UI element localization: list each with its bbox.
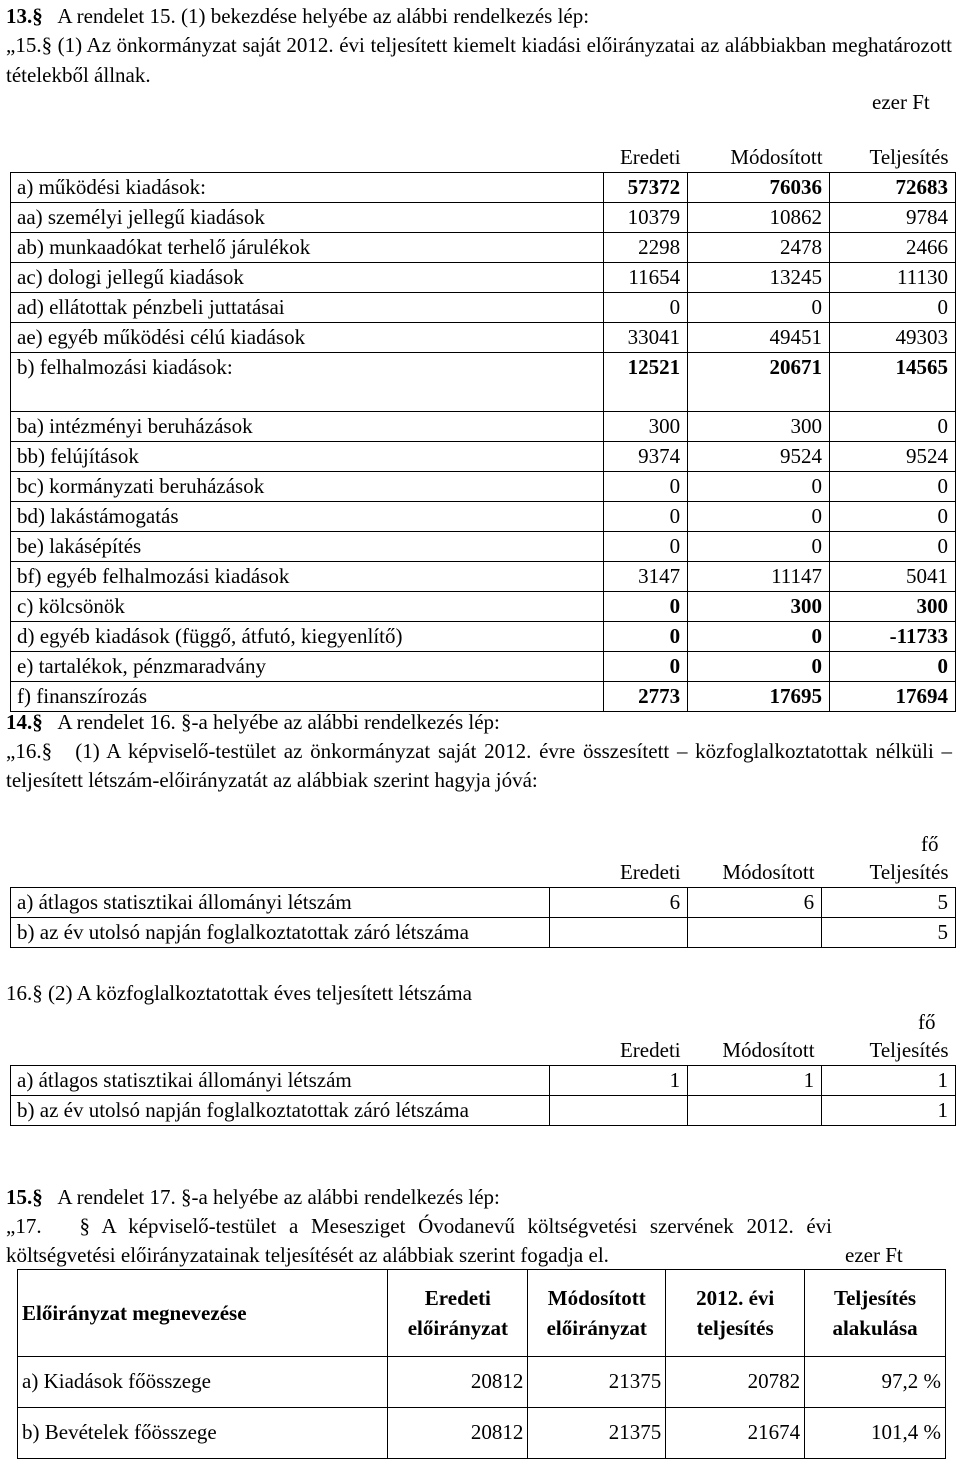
row-value: 0: [688, 502, 830, 532]
row-value: 97,2 %: [805, 1357, 946, 1408]
row-value: 33041: [604, 323, 688, 353]
row-value: 10862: [688, 203, 830, 233]
row-label: b) az év utolsó napján foglalkoztatottak záró létszáma: [11, 918, 550, 948]
row-value: 1: [822, 1066, 956, 1096]
headcount-table: [10, 858, 956, 948]
section-14-sub: [6, 979, 952, 1008]
row-value: 3147: [604, 562, 688, 592]
col-header: Teljesítés: [869, 860, 949, 884]
section-number: 14.§: [6, 710, 43, 734]
row-value: 13245: [688, 263, 830, 293]
row-label: a) átlagos statisztikai állományi létszám: [11, 888, 550, 918]
col-header: Eredeti: [619, 145, 681, 169]
section-number: 13.§: [6, 4, 43, 28]
table-header: [18, 1270, 946, 1357]
table-row: [11, 263, 956, 293]
row-value: 0: [688, 622, 830, 652]
table-row: [11, 622, 956, 652]
table-row: [11, 888, 956, 918]
row-value: 21375: [528, 1408, 666, 1459]
table-row: [18, 1357, 946, 1408]
row-value: 5: [822, 918, 956, 948]
row-value: 9374: [604, 442, 688, 472]
unit-label: ezer Ft: [845, 1243, 903, 1267]
row-label: a) átlagos statisztikai állományi létszám: [11, 1066, 550, 1096]
col-header: Módosított: [722, 1038, 815, 1062]
table-row: [11, 1096, 956, 1126]
table-row: [11, 472, 956, 502]
row-value: 0: [830, 502, 956, 532]
table-row: [11, 442, 956, 472]
row-value: 17695: [688, 682, 830, 712]
row-value: 0: [688, 472, 830, 502]
unit-label: fő: [921, 832, 939, 856]
row-value: 0: [604, 472, 688, 502]
table-header: [11, 858, 956, 888]
section-14-text: „16.§ (1) A képviselő-testület az önkormányzat saját 2012. évre összesített – közfoglalkoztatottak nélküli – teljesített létszám-előirányzatát az alábbiak szerint hagyja jóvá:: [6, 739, 953, 793]
row-label: aa) személyi jellegű kiadások: [11, 203, 604, 233]
row-label: e) tartalékok, pénzmaradvány: [11, 652, 604, 682]
row-value: 0: [688, 652, 830, 682]
row-value: 2466: [830, 233, 956, 263]
col-header: Eredeti: [619, 1038, 681, 1062]
section-15-text: „17. § A képviselő-testület a Mesesziget Óvodanevű költségvetési szervének 2012. évi költségvetési előirányzatainak teljesítését az alábbiak szerint fogadja el.: [6, 1214, 833, 1268]
row-value: [688, 918, 822, 948]
row-value: [550, 918, 688, 948]
row-value: 72683: [830, 173, 956, 203]
row-label: bb) felújítások: [11, 442, 604, 472]
table-row: [11, 323, 956, 353]
row-value: 21674: [666, 1408, 805, 1459]
row-value: 76036: [688, 173, 830, 203]
table-row: [11, 918, 956, 948]
row-value: 14565: [830, 353, 956, 412]
row-value: 49303: [830, 323, 956, 353]
table-row: [11, 293, 956, 323]
row-value: 1: [550, 1066, 688, 1096]
row-value: 9524: [830, 442, 956, 472]
row-value: 0: [830, 412, 956, 442]
table-row: [11, 562, 956, 592]
row-value: 20812: [388, 1408, 528, 1459]
sub-heading: 16.§ (2) A közfoglalkoztatottak éves teljesített létszáma: [6, 981, 472, 1005]
section-14-heading: [6, 708, 952, 737]
section-13: [6, 2, 952, 90]
row-value: [550, 1096, 688, 1126]
col-header: Teljesítés: [869, 1038, 949, 1062]
col-header: Teljesítés alakulása: [805, 1270, 946, 1357]
row-value: 0: [604, 293, 688, 323]
row-value: 0: [830, 532, 956, 562]
row-label: b) felhalmozási kiadások:: [11, 353, 604, 412]
row-value: 2298: [604, 233, 688, 263]
row-value: 2773: [604, 682, 688, 712]
row-value: 2478: [688, 233, 830, 263]
section-15-heading: [6, 1183, 952, 1212]
col-header: Teljesítés: [869, 145, 949, 169]
row-value: 49451: [688, 323, 830, 353]
col-header: Előirányzat megnevezése: [18, 1270, 388, 1357]
row-value: 11130: [830, 263, 956, 293]
section-13-text: „15.§ (1) Az önkormányzat saját 2012. évi teljesített kiemelt kiadási előirányzatai az alábbiakban meghatározott tételekből állnak.: [6, 33, 952, 87]
table-row: [11, 412, 956, 442]
row-label: a) működési kiadások:: [11, 173, 604, 203]
col-header: 2012. évi teljesítés: [666, 1270, 805, 1357]
row-value: 0: [688, 293, 830, 323]
row-label: bc) kormányzati beruházások: [11, 472, 604, 502]
col-header: Módosított: [730, 145, 823, 169]
row-label: a) Kiadások főösszege: [18, 1357, 388, 1408]
row-label: b) Bevételek főösszege: [18, 1408, 388, 1459]
section-intro: A rendelet 17. §-a helyébe az alábbi rendelkezés lép:: [57, 1185, 500, 1209]
table-row: [11, 353, 956, 412]
row-label: d) egyéb kiadások (függő, átfutó, kiegyenlítő): [11, 622, 604, 652]
row-value: 10379: [604, 203, 688, 233]
table-row: [18, 1408, 946, 1459]
row-value: 12521: [604, 353, 688, 412]
row-value: -11733: [830, 622, 956, 652]
row-label: c) kölcsönök: [11, 592, 604, 622]
row-value: 5: [822, 888, 956, 918]
row-label: f) finanszírozás: [11, 682, 604, 712]
unit-label: ezer Ft: [872, 90, 930, 114]
row-value: 0: [604, 502, 688, 532]
row-value: 5041: [830, 562, 956, 592]
section-intro: A rendelet 16. §-a helyébe az alábbi rendelkezés lép:: [57, 710, 500, 734]
row-value: 0: [830, 293, 956, 323]
row-value: 17694: [830, 682, 956, 712]
table-row: [11, 1066, 956, 1096]
col-header: Módosított: [722, 860, 815, 884]
row-value: 0: [604, 592, 688, 622]
row-value: 300: [830, 592, 956, 622]
table-row: [11, 592, 956, 622]
row-value: 0: [604, 622, 688, 652]
row-value: 0: [830, 472, 956, 502]
row-label: ba) intézményi beruházások: [11, 412, 604, 442]
table-row: [11, 233, 956, 263]
section-15: [6, 1183, 952, 1270]
table-row: [11, 682, 956, 712]
col-header: Módosított előirányzat: [528, 1270, 666, 1357]
col-header: Eredeti: [619, 860, 681, 884]
row-value: 0: [688, 532, 830, 562]
row-label: ab) munkaadókat terhelő járulékok: [11, 233, 604, 263]
row-value: 11147: [688, 562, 830, 592]
public-work-headcount-table: [10, 1036, 956, 1126]
table-row: [11, 203, 956, 233]
section-intro: A rendelet 15. (1) bekezdése helyébe az alábbi rendelkezés lép:: [57, 4, 590, 28]
row-label: be) lakásépítés: [11, 532, 604, 562]
row-label: b) az év utolsó napján foglalkoztatottak záró létszáma: [11, 1096, 550, 1126]
row-value: 1: [688, 1066, 822, 1096]
table-header: [11, 143, 956, 173]
row-label: ad) ellátottak pénzbeli juttatásai: [11, 293, 604, 323]
row-label: ae) egyéb működési célú kiadások: [11, 323, 604, 353]
row-value: 101,4 %: [805, 1408, 946, 1459]
table-header: [11, 1036, 956, 1066]
row-value: 11654: [604, 263, 688, 293]
table-row: [11, 502, 956, 532]
row-value: 6: [688, 888, 822, 918]
row-value: 0: [604, 652, 688, 682]
row-value: 21375: [528, 1357, 666, 1408]
section-13-heading: [6, 2, 952, 31]
section-number: 15.§: [6, 1185, 43, 1209]
row-value: 20671: [688, 353, 830, 412]
kindergarten-budget-table: [17, 1269, 946, 1459]
section-14: [6, 708, 952, 795]
row-label: bd) lakástámogatás: [11, 502, 604, 532]
row-value: 300: [688, 412, 830, 442]
row-value: 6: [550, 888, 688, 918]
row-value: 20782: [666, 1357, 805, 1408]
row-value: 0: [604, 532, 688, 562]
unit-label: fő: [918, 1010, 936, 1034]
table-row: [11, 173, 956, 203]
row-value: 0: [830, 652, 956, 682]
row-label: bf) egyéb felhalmozási kiadások: [11, 562, 604, 592]
table-row: [11, 532, 956, 562]
row-value: 9784: [830, 203, 956, 233]
expenditure-table: [10, 143, 956, 712]
table-row: [11, 652, 956, 682]
row-label: ac) dologi jellegű kiadások: [11, 263, 604, 293]
row-value: 1: [822, 1096, 956, 1126]
row-value: 300: [604, 412, 688, 442]
col-header: Eredeti előirányzat: [388, 1270, 528, 1357]
row-value: 9524: [688, 442, 830, 472]
row-value: 57372: [604, 173, 688, 203]
row-value: 300: [688, 592, 830, 622]
row-value: [688, 1096, 822, 1126]
row-value: 20812: [388, 1357, 528, 1408]
